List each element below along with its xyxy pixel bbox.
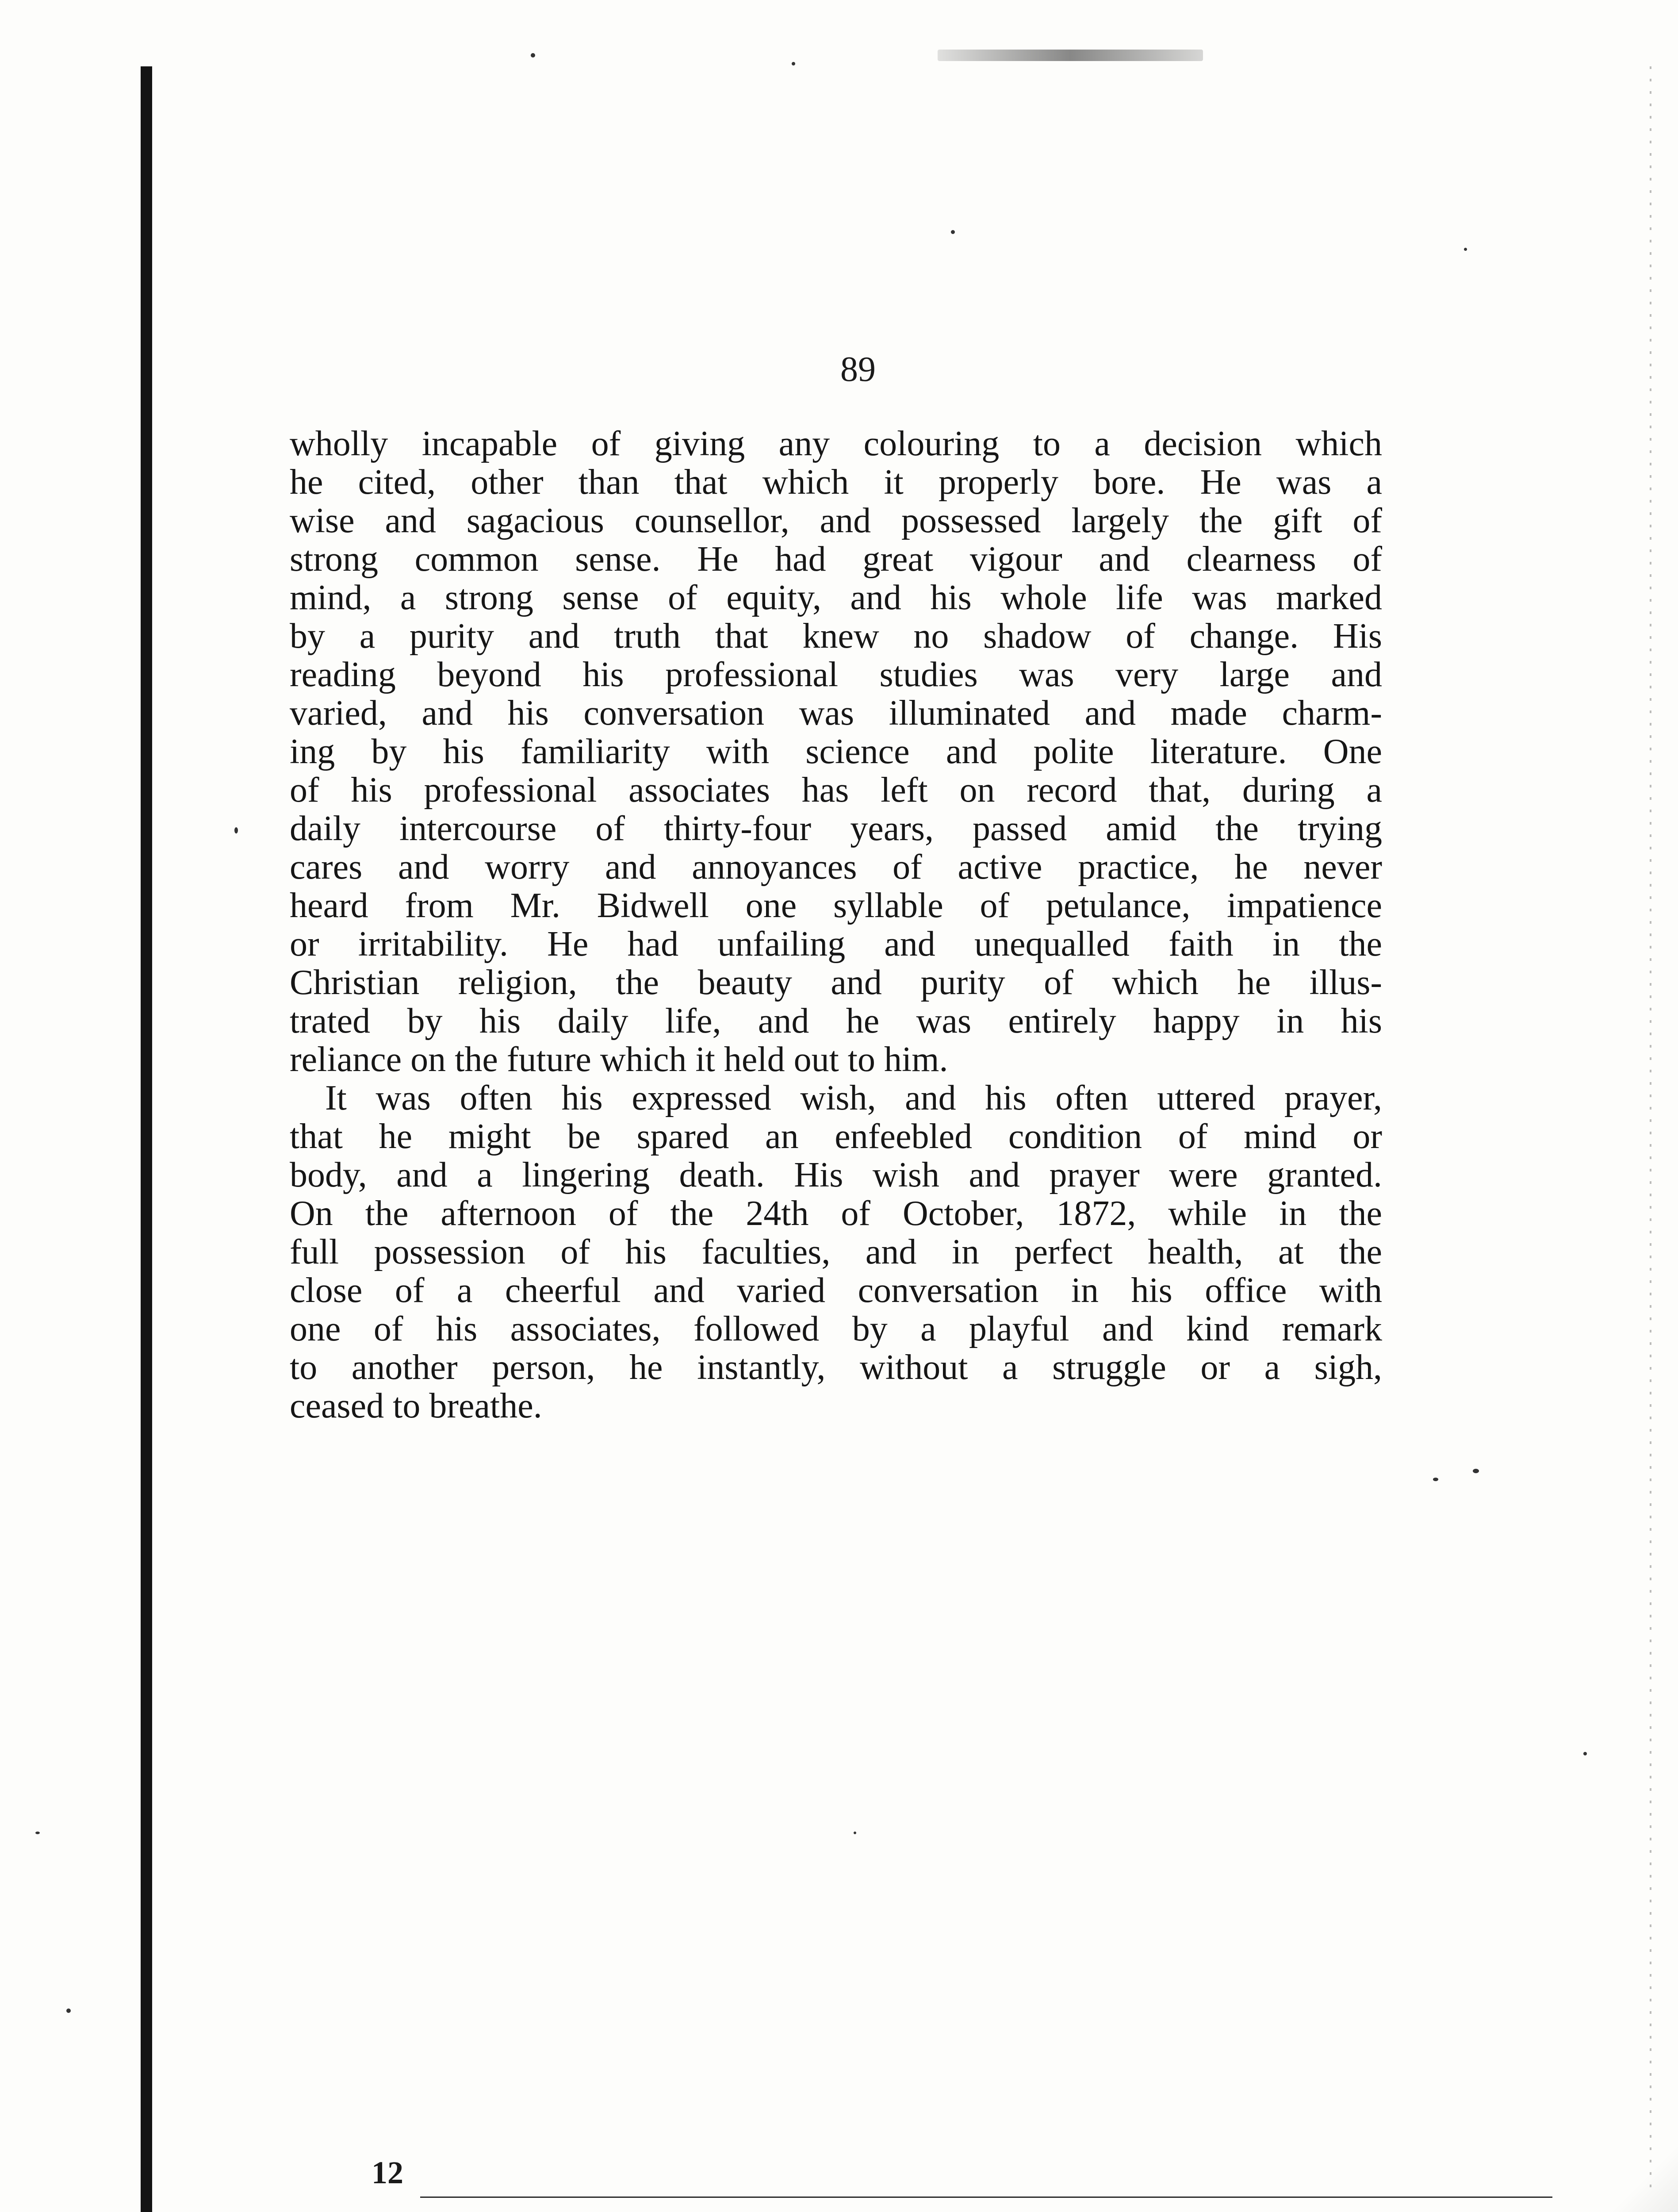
paragraph-end-line: reliance on the future which it held out to him. xyxy=(290,1040,948,1079)
scan-speck xyxy=(1433,1478,1438,1481)
text-line: to another person, he instantly, without a struggle or a sigh, xyxy=(290,1348,1382,1387)
text-line: trated by his daily life, and he was entirely happy in his xyxy=(290,1002,1382,1041)
text-line: wise and sagacious counsellor, and possessed largely the gift of xyxy=(290,501,1382,540)
binding-edge xyxy=(141,66,152,2212)
text-line: he cited, other than that which it properly bore. He was a xyxy=(290,463,1382,502)
text-line: of his professional associates has left on record that, during a xyxy=(290,771,1382,810)
top-smudge xyxy=(938,50,1203,61)
text-line: reading beyond his professional studies was very large and xyxy=(290,655,1382,694)
text-line: On the afternoon of the 24th of October, 1872, while in the xyxy=(290,1194,1382,1233)
text-line: strong common sense. He had great vigour and clearness of xyxy=(290,540,1382,579)
body-text xyxy=(290,425,1382,1425)
scan-speck xyxy=(1464,248,1467,251)
scan-speck xyxy=(531,53,535,58)
text-line: by a purity and truth that knew no shadow of change. His xyxy=(290,617,1382,656)
text-line: body, and a lingering death. His wish and prayer were granted. xyxy=(290,1156,1382,1194)
footer-rule xyxy=(420,2197,1552,2198)
text-line: wholly incapable of giving any colouring to a decision which xyxy=(290,424,1382,463)
text-line: or irritability. He had unfailing and unequalled faith in the xyxy=(290,925,1382,964)
text-line: ing by his familiarity with science and polite literature. One xyxy=(290,732,1382,771)
scan-speck xyxy=(951,230,955,234)
text-line: close of a cheerful and varied conversation in his office with xyxy=(290,1271,1382,1310)
corner-shadow xyxy=(1457,2025,1678,2212)
scan-speck xyxy=(234,827,238,833)
scan-speck xyxy=(35,1832,40,1834)
signature-mark: 12 xyxy=(372,2155,403,2190)
text-line: heard from Mr. Bidwell one syllable of petulance, impatience xyxy=(290,886,1382,925)
text-line: cares and worry and annoyances of active practice, he never xyxy=(290,848,1382,887)
text-line: Christian religion, the beauty and purity of which he illus- xyxy=(290,963,1382,1002)
scan-speck xyxy=(792,62,795,65)
text-line: varied, and his conversation was illuminated and made charm- xyxy=(290,694,1382,733)
scan-speck xyxy=(1583,1752,1587,1755)
scan-speck xyxy=(1473,1469,1479,1473)
scan-speck xyxy=(66,2008,71,2013)
text-line: full possession of his faculties, and in perfect health, at the xyxy=(290,1233,1382,1271)
text-line: mind, a strong sense of equity, and his whole life was marked xyxy=(290,578,1382,617)
text-line: daily intercourse of thirty-four years, passed amid the trying xyxy=(290,809,1382,848)
scan-speck xyxy=(854,1832,856,1834)
paragraph-end-line: ceased to breathe. xyxy=(290,1386,542,1425)
text-line: that he might be spared an enfeebled condition of mind or xyxy=(290,1117,1382,1156)
page-number: 89 xyxy=(840,350,876,389)
right-edge-noise xyxy=(1650,66,1651,2190)
text-line: one of his associates, followed by a playful and kind remark xyxy=(290,1310,1382,1348)
paragraph-start-line: It was often his expressed wish, and his often uttered prayer, xyxy=(325,1079,1382,1118)
